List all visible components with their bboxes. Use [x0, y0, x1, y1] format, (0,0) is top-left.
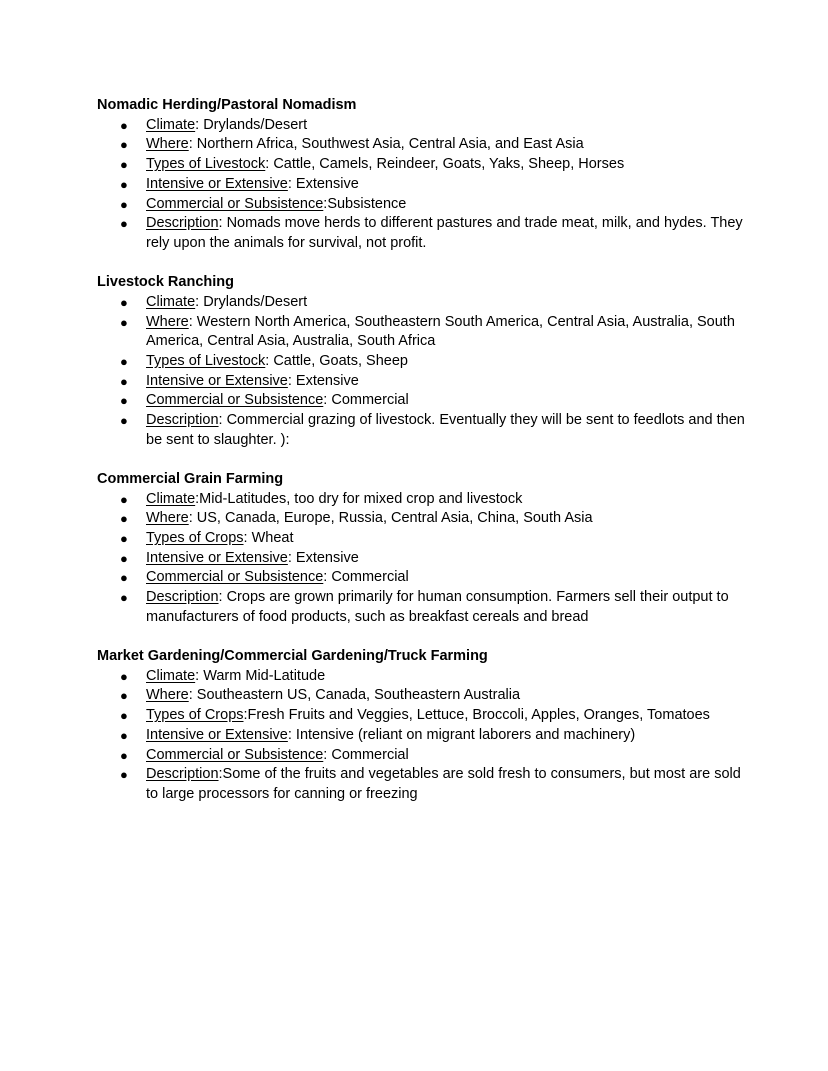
bullet-item-climate [97, 667, 747, 687]
bullet-term: Types of Livestock [146, 352, 266, 369]
section-market-gardening [97, 647, 747, 805]
bullet-text: :Some of the fruits and vegetables are sold fresh to consumers, but most are sold to large processors for canning or freezing [146, 766, 741, 802]
bullet-term: Intensive or Extensive [146, 549, 288, 566]
bullet-text: : Commercial [323, 569, 409, 586]
bullet-icon: ● [120, 137, 128, 153]
section-commercial-grain-farming [97, 470, 747, 628]
bullet-text: : Extensive [287, 175, 359, 192]
bullet-text: : Commercial [323, 746, 409, 763]
bullet-icon: ● [120, 413, 128, 429]
bullet-icon: ● [120, 688, 128, 704]
bullet-text: : Northern Africa, Southwest Asia, Central Asia, and East Asia [188, 136, 584, 153]
bullet-text: : Drylands/Desert [195, 293, 308, 310]
bullet-text: :Mid-Latitudes, too dry for mixed crop and livestock [195, 490, 523, 507]
bullet-text: : Drylands/Desert [195, 116, 308, 133]
bullet-term: Intensive or Extensive [146, 175, 288, 192]
bullet-term: Types of Crops [146, 707, 244, 724]
bullet-text: : Commercial grazing of livestock. Eventually they will be sent to feedlots and then be sent to slaughter. ): [146, 412, 745, 448]
bullet-text: :Subsistence [323, 195, 407, 212]
bullet-term: Description [146, 215, 219, 232]
bullet-icon: ● [120, 373, 128, 389]
bullet-item-intensive [97, 726, 747, 746]
bullet-item-climate [97, 490, 747, 510]
bullet-term: Description [146, 589, 219, 606]
bullet-text: : Crops are grown primarily for human consumption. Farmers sell their output to manufacturers of food products, such as breakfast cereals and bread [146, 589, 729, 625]
bullet-icon: ● [120, 117, 128, 133]
bullet-term: Commercial or Subsistence [146, 569, 324, 586]
bullet-icon: ● [120, 353, 128, 369]
bullet-item-intensive [97, 175, 747, 195]
bullet-item-types [97, 529, 747, 549]
bullet-list [97, 490, 747, 628]
bullet-icon: ● [120, 157, 128, 173]
bullet-text: : Wheat [243, 530, 294, 547]
bullet-list [97, 293, 747, 451]
bullet-term: Where [146, 510, 189, 527]
bullet-text: : Cattle, Goats, Sheep [265, 352, 408, 369]
bullet-text: : Extensive [287, 372, 359, 389]
bullet-item-commercial [97, 391, 747, 411]
bullet-term: Climate [146, 667, 196, 684]
bullet-icon: ● [120, 491, 128, 507]
bullet-term: Where [146, 687, 189, 704]
bullet-term: Commercial or Subsistence [146, 392, 324, 409]
bullet-term: Climate [146, 293, 196, 310]
bullet-icon: ● [120, 393, 128, 409]
document-page [97, 96, 747, 824]
bullet-item-description [97, 411, 747, 450]
bullet-icon: ● [120, 294, 128, 310]
bullet-icon: ● [120, 550, 128, 566]
bullet-term: Types of Crops [146, 530, 244, 547]
bullet-item-intensive [97, 372, 747, 392]
bullet-item-description [97, 765, 747, 804]
section-nomadic-herding [97, 96, 747, 254]
section-title: Market Gardening/Commercial Gardening/Truck Farming [97, 648, 488, 665]
bullet-text: : Extensive [287, 549, 359, 566]
bullet-text: : Intensive (reliant on migrant laborers and machinery) [287, 726, 636, 743]
bullet-text: : Commercial [323, 392, 409, 409]
bullet-list [97, 116, 747, 254]
bullet-text: : US, Canada, Europe, Russia, Central Asia, China, South Asia [188, 510, 593, 527]
bullet-icon: ● [120, 708, 128, 724]
bullet-item-intensive [97, 549, 747, 569]
bullet-icon: ● [120, 747, 128, 763]
bullet-item-where [97, 509, 747, 529]
bullet-item-climate [97, 293, 747, 313]
bullet-item-where [97, 686, 747, 706]
bullet-term: Where [146, 313, 189, 330]
bullet-item-commercial [97, 195, 747, 215]
bullet-icon: ● [120, 590, 128, 606]
bullet-item-where [97, 313, 747, 352]
bullet-item-description [97, 588, 747, 627]
bullet-list [97, 667, 747, 805]
bullet-icon: ● [120, 176, 128, 192]
bullet-term: Description [146, 766, 219, 783]
section-title: Livestock Ranching [97, 274, 234, 291]
bullet-item-description [97, 214, 747, 253]
bullet-text: :Fresh Fruits and Veggies, Lettuce, Broccoli, Apples, Oranges, Tomatoes [243, 707, 710, 724]
bullet-term: Climate [146, 490, 196, 507]
bullet-icon: ● [120, 196, 128, 212]
bullet-icon: ● [120, 727, 128, 743]
bullet-item-types [97, 155, 747, 175]
bullet-text: : Nomads move herds to different pastures and trade meat, milk, and hydes. They rely upon the animals for survival, not profit. [146, 215, 743, 251]
bullet-term: Intensive or Extensive [146, 372, 288, 389]
bullet-icon: ● [120, 531, 128, 547]
bullet-icon: ● [120, 216, 128, 232]
bullet-term: Climate [146, 116, 196, 133]
bullet-item-commercial [97, 746, 747, 766]
section-title: Commercial Grain Farming [97, 470, 284, 487]
bullet-term: Intensive or Extensive [146, 726, 288, 743]
bullet-item-commercial [97, 568, 747, 588]
section-title: Nomadic Herding/Pastoral Nomadism [97, 97, 357, 113]
bullet-text: : Western North America, Southeastern South America, Central Asia, Australia, South America, Central Asia, Australia, South Africa [146, 313, 735, 350]
bullet-item-types [97, 706, 747, 726]
bullet-text: : Southeastern US, Canada, Southeastern Australia [188, 687, 521, 704]
bullet-term: Where [146, 136, 189, 153]
bullet-icon: ● [120, 570, 128, 586]
bullet-text: : Warm Mid-Latitude [195, 667, 326, 684]
bullet-text: : Cattle, Camels, Reindeer, Goats, Yaks, Sheep, Horses [265, 156, 625, 173]
bullet-term: Commercial or Subsistence [146, 195, 324, 212]
bullet-term: Commercial or Subsistence [146, 746, 324, 763]
bullet-icon: ● [120, 767, 128, 783]
bullet-icon: ● [120, 314, 128, 330]
bullet-item-where [97, 135, 747, 155]
bullet-term: Description [146, 412, 219, 429]
bullet-term: Types of Livestock [146, 156, 266, 173]
bullet-icon: ● [120, 511, 128, 527]
section-livestock-ranching [97, 273, 747, 450]
bullet-item-types [97, 352, 747, 372]
bullet-icon: ● [120, 668, 128, 684]
bullet-item-climate [97, 116, 747, 136]
